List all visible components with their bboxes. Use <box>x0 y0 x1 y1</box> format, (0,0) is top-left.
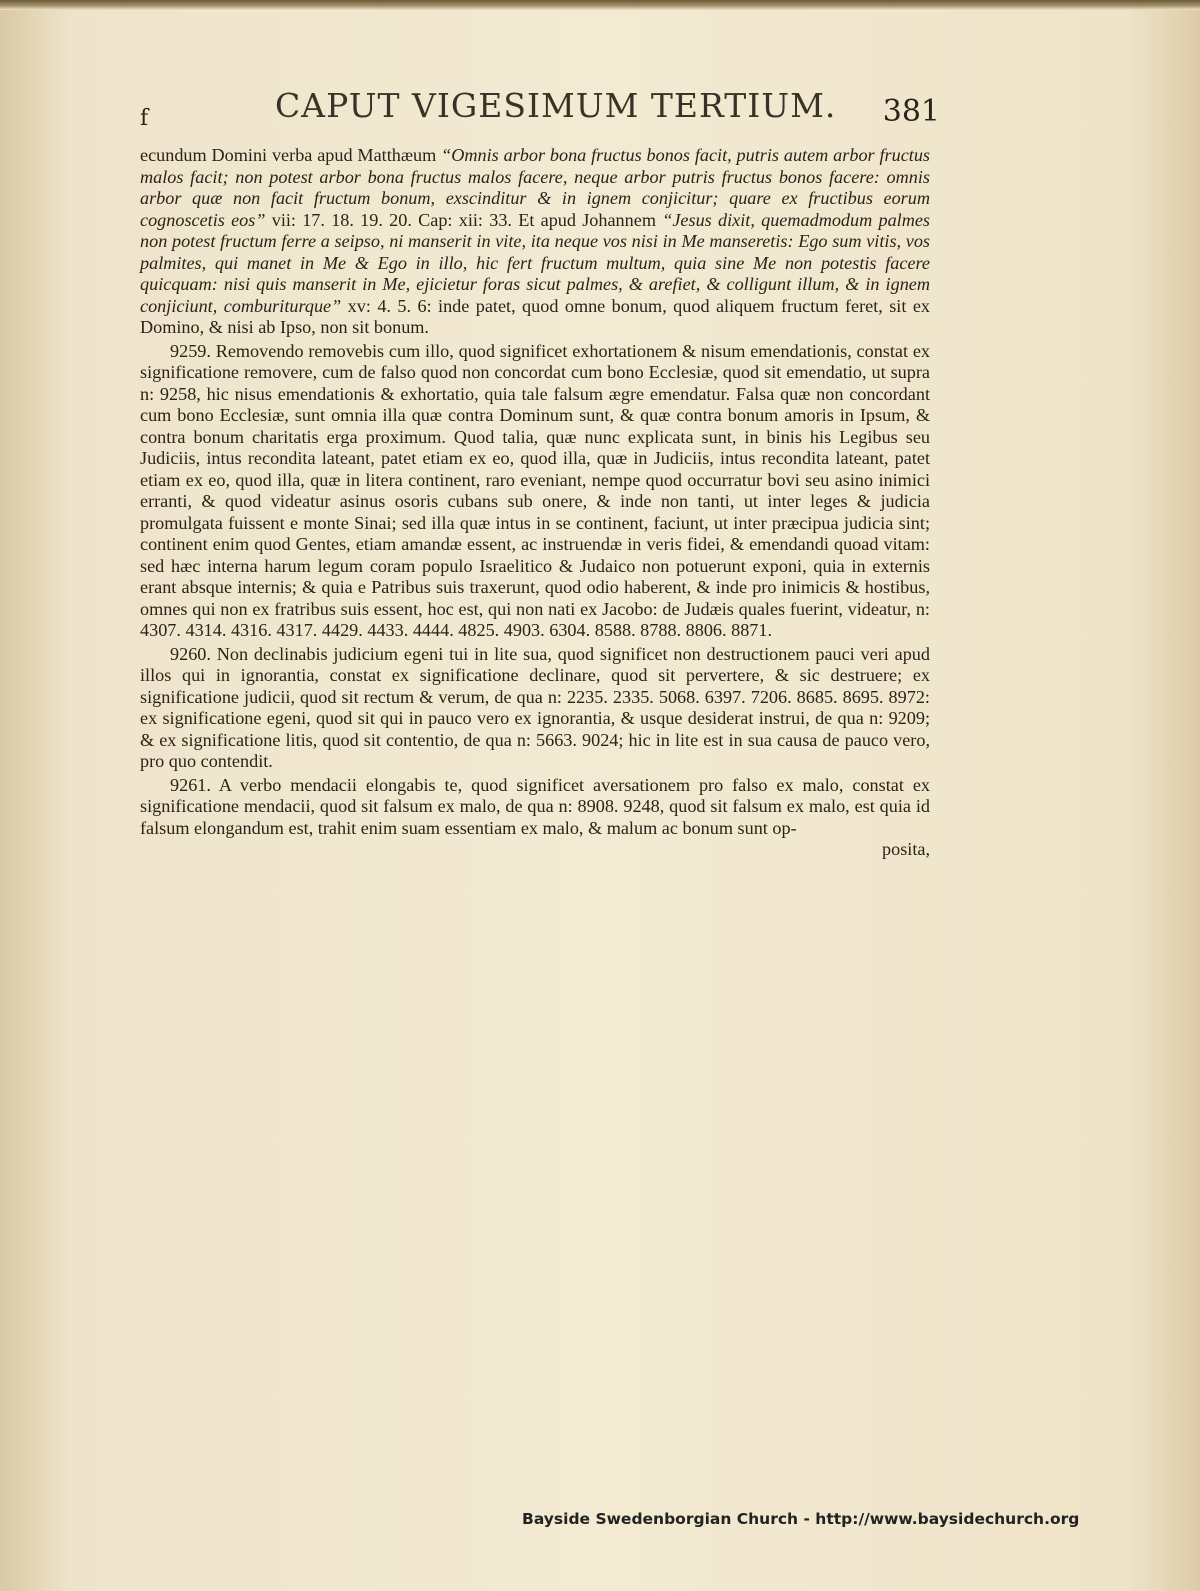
paragraph-9260: 9260. Non declinabis judicium egeni tui in lite sua, quod significet non destructionem pauci veri apud illos qui in ignorantia, constat ex significatione declinare, quod sit pervertere, & sic destruere; ex significatione judicii, quod sit rectum & verum, de qua n: 2235. 2335. 5068. 6397. 7206. 8685. 8695. 8972: ex significatione egeni, quod sit qui in pauco vero ex ignorantia, & usque desiderat instrui, de qua n: 9209; & ex significatione litis, quod sit contentio, de qua n: 5663. 9024; hic in lite est in sua causa de pauco vero, pro quo contendit. <box>140 643 930 771</box>
page-top-edge <box>0 0 1200 10</box>
signature-mark: f <box>140 106 149 131</box>
running-header <box>140 86 940 136</box>
intro-text-c: xv: 4. 5. 6: inde patet, quod omne bonum, quod aliquem fructum feret, sit ex Domino, & nisi ab Ipso, non sit bonum. <box>140 295 931 337</box>
intro-text-a: ecundum Domini verba apud Matthæum <box>140 145 437 165</box>
footer-credit: Bayside Swedenborgian Church - http://www.baysidechurch.org <box>522 1510 1080 1528</box>
john-quote: “Jesus dixit, quemadmodum palmes non potest fructum ferre a seipso, ni manserit in vite, ita neque vos nisi in Me manseretis: Ego sum vitis, vos palmites, qui manet in Me & Ego in illo, hic fert fructum multum, quia sine Me non potestis facere quicquam: nisi quis manserit in Me, ejicietur foras sicut palmes, & arefiet, & colligunt illum, & in ignem conjiciunt, comburiturque” <box>140 209 931 316</box>
paragraph-9261: 9261. A verbo mendacii elongabis te, quod significet aversationem pro falso ex malo, constat ex significatione mendacii, quod sit falsum ex malo, de qua n: 8908. 9248, quod sit falsum ex malo, est quia id falsum elongandum est, trahit enim suam essentiam ex malo, & malum ac bonum sunt op- <box>140 774 930 838</box>
paragraph-9259: 9259. Removendo removebis cum illo, quod significet exhortationem & nisum emendationis, constat ex significatione removere, cum de falso quod non concordat cum bono Ecclesiæ, quod sit emendatio, ut supra n: 9258, hic nisus emendationis & exhortatio, quia tale falsum ægre emendatur. Falsa quæ non concordant cum bono Ecclesiæ, sunt omnia illa quæ contra Dominum sunt, & quæ contra bonum amoris in Ipsum, & contra bonum charitatis erga proximum. Quod talia, quæ nunc explicata sunt, in binis his Legibus seu Judiciis, intus recondita lateant, patet etiam ex eo, quod illa, quæ in Judiciis, intus recondita lateant, patet etiam ex eo, quod illa, quæ in litera continent, raro eveniant, nempe quod occurratur bovi seu asino inimici erranti, & quod videatur asinus osoris cubans sub onere, & inde non tanti, ut inter leges & judicia promulgata fuissent e monte Sinai; sed illa quæ intus in se continent, faciunt, ut inter præcipua judicia sint; continent enim quod Gentes, etiam amandæ essent, ac instruendæ in veris fidei, & emendandi quoad vitam: sed hæc interna harum legum coram populo Israelitico & Judaico non potuerunt exponi, quia in externis erant absque internis; & quia e Patribus suis traxerunt, quod odio haberent, & inde pro inimicis & hostibus, omnes qui non ex fratribus suis essent, hoc est, qui non nati ex Jacobo: de Judæis quales fuerint, videatur, n: 4307. 4314. 4316. 4317. 4429. 4433. 4444. 4825. 4903. 6304. 8588. 8788. 8806. 8871. <box>140 340 930 640</box>
matthew-quote: “Omnis arbor bona fructus bonos facit, putris autem arbor fructus malos facit; non potest arbor bona fructus malos facere, neque arbor putris fructus bonos facere: omnis arbor quæ non facit fructum bonum, exscinditur & in ignem conjicitur; quare ex fructibus eorum cognoscetis eos” <box>140 145 931 230</box>
intro-text-b: vii: 17. 18. 19. 20. Cap: xii: 33. Et apud Johannem <box>271 209 656 230</box>
catchword: posita, <box>882 839 930 859</box>
chapter-title: CAPUT VIGESIMUM TERTIUM. <box>275 86 837 125</box>
intro-paragraph <box>140 145 930 339</box>
page-body <box>140 145 930 861</box>
page-number: 381 <box>882 94 940 129</box>
